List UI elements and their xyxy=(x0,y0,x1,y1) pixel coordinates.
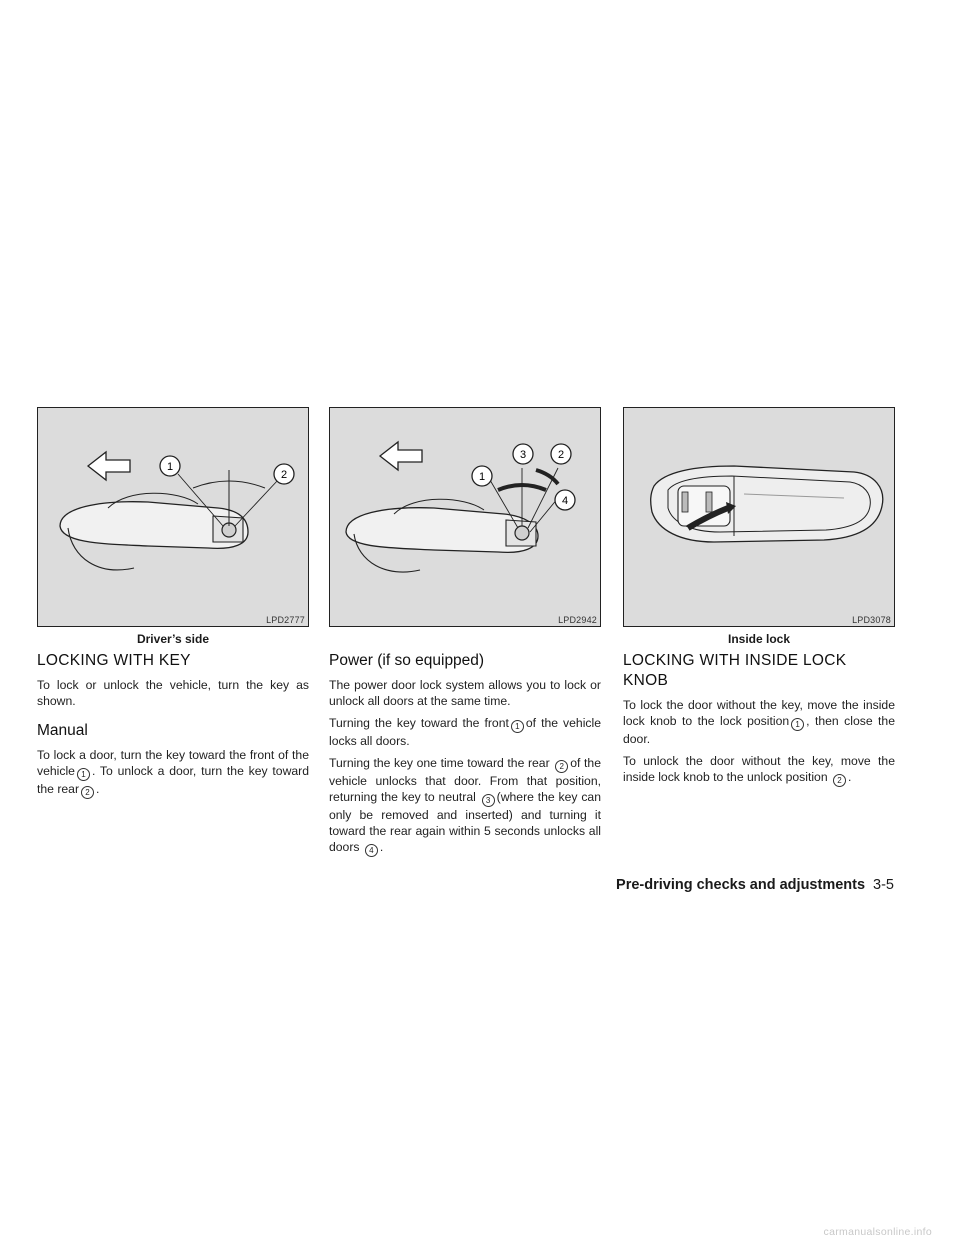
key-cylinder xyxy=(515,526,529,540)
section-heading: LOCKING WITH KEY xyxy=(37,652,191,669)
figure-drivers-side xyxy=(37,407,309,627)
inside-lock-illustration xyxy=(624,408,894,626)
chapter-title: Pre-driving checks and adjustments xyxy=(616,877,866,893)
figure-caption xyxy=(329,632,601,647)
column-1 xyxy=(37,407,309,799)
callout-number: 3 xyxy=(482,794,495,807)
figure-code: LPD3078 xyxy=(852,615,891,625)
paragraph: Turning the key one time toward the rear 2 of the vehicle unlocks that door. From that position, returning the key to neutral 3 (where the key can only be removed and inserted) and turning it toward the rear again within 5 seconds unlocks all doors 4 . xyxy=(329,756,601,855)
page-footer xyxy=(616,877,894,893)
callout-number: 1 xyxy=(511,720,524,733)
rotation-arrow-right xyxy=(536,470,558,484)
callout-number: 2 xyxy=(81,786,94,799)
callout-label: 1 xyxy=(478,471,486,483)
callout-number: 2 xyxy=(555,760,568,773)
subsection-heading: Manual xyxy=(37,722,88,739)
paragraph: Turning the key toward the front 1 of the vehicle locks all doors. xyxy=(329,716,601,748)
column-3 xyxy=(623,407,895,787)
callout-number: 1 xyxy=(791,718,804,731)
column-2 xyxy=(329,407,601,857)
callout-number: 2 xyxy=(833,774,846,787)
figure-caption: Inside lock xyxy=(727,632,791,646)
front-arrow-icon xyxy=(380,442,422,470)
front-arrow-icon xyxy=(88,452,130,480)
figure-code: LPD2777 xyxy=(266,615,305,625)
figure-inside-lock xyxy=(623,407,895,627)
callout-label: 1 xyxy=(166,461,174,473)
figure-caption: Driver’s side xyxy=(136,632,210,646)
callout-label: 4 xyxy=(561,495,569,507)
callout-label: 3 xyxy=(519,449,527,461)
paragraph: The power door lock system allows you to lock or unlock all doors at the same time. xyxy=(329,678,601,708)
paragraph: To lock or unlock the vehicle, turn the key as shown. xyxy=(37,678,309,708)
figure-code: LPD2942 xyxy=(558,615,597,625)
door-handle-power-illustration xyxy=(330,408,600,626)
paragraph: To lock the door without the key, move the inside lock knob to the lock position 1 , then close the door. xyxy=(623,698,895,746)
callout-number: 4 xyxy=(365,844,378,857)
paragraph: To unlock the door without the key, move the inside lock knob to the unlock position 2 . xyxy=(623,754,895,785)
page-number: 3-5 xyxy=(873,877,894,893)
section-heading: LOCKING WITH INSIDE LOCK KNOB xyxy=(623,652,847,689)
figure-power-lock xyxy=(329,407,601,627)
callout-label: 2 xyxy=(280,469,288,481)
callout-label: 2 xyxy=(557,449,565,461)
door-handle-key-illustration xyxy=(38,408,308,626)
subsection-heading: Power (if so equipped) xyxy=(329,652,485,669)
watermark: carmanualsonline.info xyxy=(823,1226,932,1238)
callout-number: 1 xyxy=(77,768,90,781)
paragraph: To lock a door, turn the key toward the front of the vehicle 1 . To unlock a door, turn the key toward the rear 2 . xyxy=(37,748,309,797)
